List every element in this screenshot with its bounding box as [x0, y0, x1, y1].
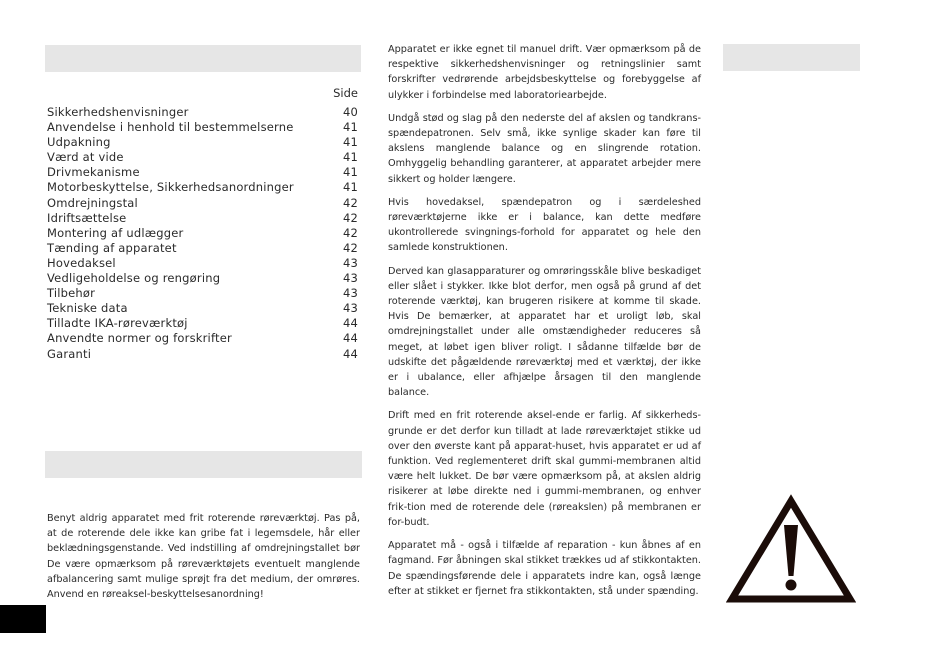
- paragraph: Undgå stød og slag på den nederste del af akslen og tandkrans-spændepatronen. Selv små, ikke synlige skader kan føre til akslens manglende balance og en slingrende rotation. Omhyggelig behandling garanterer, at apparatet arbejder mere sikkert og holder længere.: [388, 112, 701, 185]
- toc-entry: [47, 196, 358, 211]
- toc-entry-page: 43: [342, 271, 358, 286]
- left-column: [47, 511, 360, 602]
- toc-entry-title: Udpakning: [47, 135, 111, 150]
- middle-column: [388, 42, 701, 607]
- toc-entry: [47, 120, 358, 135]
- toc-entry-title: Montering af udlægger: [47, 225, 184, 240]
- toc-entry: [47, 301, 358, 316]
- toc-entry-title: Motorbeskyttelse, Sikkerhedsanordninger: [47, 180, 294, 195]
- toc-entry-title: Omdrejningstal: [47, 195, 138, 210]
- paragraph: Drift med en frit roterende aksel-ende er farlig. Af sikkerheds-grunde er det derfor kun tilladt at lade røreværktøjet stikke ud over den øverste kant på apparat-huset, hvis apparatet er ud af funktion. Ved reglementeret drift skal gummi-membranen altid være helt lukket. De bør være opmærksom på, at akslen aldrig risikerer at løbe direkte ned i gummi-membranen, og enhver frik-tion med de roterende dele (røreakslen) på membranen er for-budt.: [388, 410, 701, 528]
- toc-entry-title: Idriftsættelse: [47, 210, 127, 225]
- toc-entry-page: 43: [342, 255, 358, 270]
- toc-entry: [47, 135, 358, 150]
- toc-side-label: Side: [333, 86, 358, 100]
- safety-paragraph: Benyt aldrig apparatet med frit roterende røreværktøj. Pas på, at de roterende dele ikke kan gribe fat i legemsdele, hår eller beklædningsgenstande. Ved indstilling af omdrejningstallet bør De være opmærksom på røreværktøjets eventuelt manglende afbalancering samt mulige sprøjt fra det medium, der omrøres. Anvend en røreaksel-beskyttelsesanordning!: [47, 513, 360, 601]
- toc-entry-title: Drivmekanisme: [47, 165, 140, 180]
- toc-entry-title: Tænding af apparatet: [47, 240, 177, 255]
- toc-entry-title: Tilbehør: [47, 286, 96, 301]
- paragraph: Apparatet er ikke egnet til manuel drift. Vær opmærksom på de respektive sikkerhedshenvisninger og retningslinier samt forskrifter vedrørende arbejdsbeskyttelse og forebyggelse af ulykker i forbindelse med laboratoriearbejde.: [388, 44, 701, 101]
- toc-entry: [47, 211, 358, 226]
- toc-entry: [47, 256, 358, 271]
- toc-entry: [47, 180, 358, 195]
- toc-entry-page: 43: [342, 301, 358, 316]
- toc-entry-page: 43: [342, 286, 358, 301]
- toc-entry-title: Vedligeholdelse og rengøring: [47, 271, 221, 286]
- toc-header-bar: [45, 45, 361, 72]
- toc-entry-title: Sikkerhedshenvisninger: [47, 105, 189, 119]
- paragraph: Hvis hovedaksel, spændepatron og i særdeleshed røreværktøjerne ikke er i balance, kan dette medføre ukontrollerede svingnings-forhold for apparatet og hele den samlede konstruktionen.: [388, 196, 701, 254]
- toc-entry-page: 41: [342, 180, 358, 195]
- toc-entry-page: 41: [342, 150, 358, 165]
- toc-entry-title: Anvendte normer og forskrifter: [47, 331, 232, 346]
- toc-entry-title: Tilladte IKA-røreværktøj: [47, 316, 188, 331]
- toc-entry: [47, 271, 358, 286]
- toc-entry-page: 42: [342, 225, 358, 240]
- toc-entry-page: 44: [342, 331, 358, 346]
- toc-entry-title: Anvendelse i henhold til bestemmelserne: [47, 120, 294, 135]
- toc-entry-page: 41: [342, 165, 358, 180]
- toc-entry: [47, 150, 358, 165]
- paragraph: Derved kan glasapparaturer og omrøringsskåle blive beskadiget eller slået i stykker. Ikke blot derfor, men også på grund af det roterende værktøj, kan brugeren risikere at komme til skade. Hvis De bemærker, at apparatet har et uroligt løb, skal omdrejningstallet under alle omstændigheder reduceres så meget, at løbet igen bliver roligt. I sådanne tilfælde bør de udskifte det pågældende røreværktøj med et værktøj, der ikke er i ubalance, eller afhjælpe årsagen til den manglende balance.: [388, 265, 701, 399]
- toc-entry: [47, 331, 358, 346]
- toc-entry: [47, 347, 358, 362]
- toc-entry-page: 44: [342, 346, 358, 361]
- toc-entry: [47, 226, 358, 241]
- section-header-bar: [45, 451, 362, 478]
- toc-entry-title: Garanti: [47, 346, 92, 361]
- toc-entry-page: 40: [342, 105, 358, 119]
- toc-entry-page: 42: [342, 240, 358, 255]
- toc-entry: [47, 286, 358, 301]
- toc-entry: [47, 316, 358, 331]
- toc-entry: [47, 165, 358, 180]
- toc-entry-title: Hovedaksel: [47, 255, 116, 270]
- toc-entry-page: 41: [342, 120, 358, 135]
- toc-entry-page: 42: [342, 210, 358, 225]
- toc-entry-title: Værd at vide: [47, 150, 124, 165]
- toc-entry-page: 44: [342, 316, 358, 331]
- warning-triangle-icon: [726, 493, 856, 605]
- right-header-bar: [723, 44, 860, 71]
- paragraph: Apparatet må - også i tilfælde af reparation - kun åbnes af en fagmand. Før åbningen skal stikket trækkes ud af stikkontakten. De spændingsførende dele i apparatets indre kan, også længe efter at stikket er fjernet fra stikkontakten, stå under spænding.: [388, 540, 701, 597]
- toc-entry-page: 42: [342, 195, 358, 210]
- toc-entry: [47, 241, 358, 256]
- table-of-contents: [47, 105, 358, 362]
- toc-entry: [47, 105, 358, 120]
- page-corner-tab: [0, 605, 46, 633]
- toc-entry-title: Tekniske data: [47, 301, 128, 316]
- toc-entry-page: 41: [342, 135, 358, 150]
